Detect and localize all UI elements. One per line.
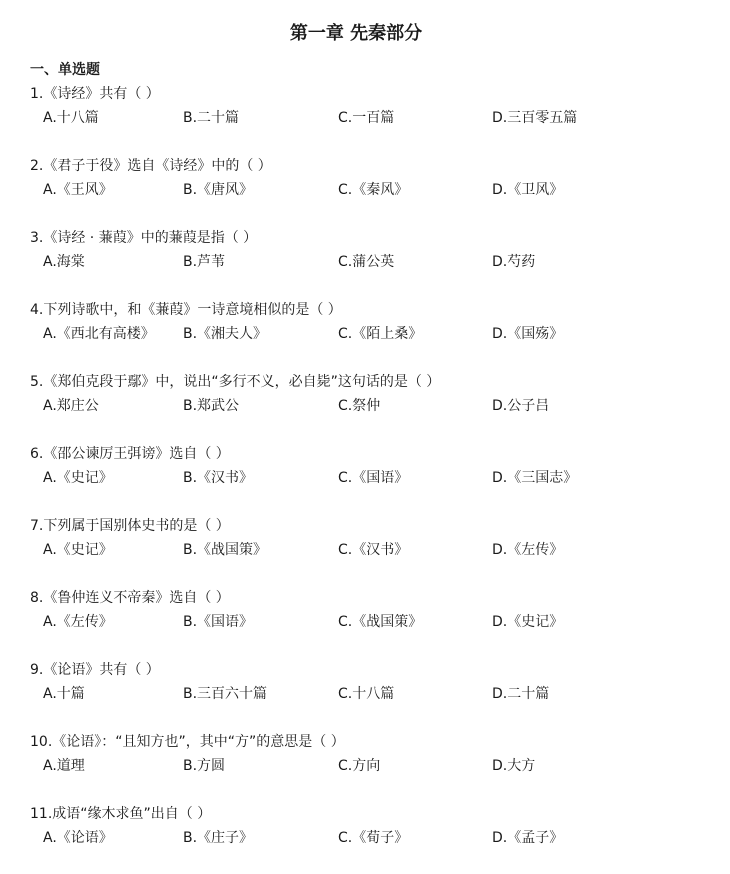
option-d: D.《国殇》 <box>492 326 564 342</box>
option-b: B.《汉书》 <box>183 470 254 486</box>
question-item <box>30 82 720 154</box>
option-a: A.《史记》 <box>43 542 113 558</box>
option-a: A.十八篇 <box>43 110 99 126</box>
question-stem: 6.《邵公谏厉王弭谤》选自（ ） <box>30 446 230 462</box>
option-a: A.十篇 <box>43 686 85 702</box>
question-stem: 8.《鲁仲连义不帝秦》选自（ ） <box>30 590 230 606</box>
option-d: D.《卫风》 <box>492 182 564 198</box>
option-b: B.二十篇 <box>183 110 240 126</box>
option-b: B.《湘夫人》 <box>183 326 268 342</box>
option-row <box>30 466 720 490</box>
option-b: B.郑武公 <box>183 398 240 414</box>
question-stem: 7.下列属于国别体史书的是（ ） <box>30 518 230 534</box>
option-d: D.大方 <box>492 758 536 774</box>
question-stem: 1.《诗经》共有（ ） <box>30 86 160 102</box>
question-stem: 10.《论语》：“且知方也”，其中“方”的意思是（ ） <box>30 734 345 750</box>
option-row <box>30 826 720 850</box>
option-b: B.芦苇 <box>183 254 226 270</box>
option-c: C.《秦风》 <box>338 182 409 198</box>
option-c: C.《战国策》 <box>338 614 423 630</box>
option-c: C.方向 <box>338 758 381 774</box>
option-row <box>30 322 720 346</box>
option-d: D.《左传》 <box>492 542 564 558</box>
question-item <box>30 802 720 874</box>
question-stem: 3.《诗经 · 蒹葭》中的蒹葭是指（ ） <box>30 230 258 246</box>
option-d: D.二十篇 <box>492 686 550 702</box>
option-c: C.一百篇 <box>338 110 395 126</box>
option-a: A.《论语》 <box>43 830 113 846</box>
option-d: D.《三国志》 <box>492 470 578 486</box>
option-a: A.《左传》 <box>43 614 113 630</box>
option-b: B.三百六十篇 <box>183 686 268 702</box>
question-item <box>30 514 720 586</box>
question-item <box>30 226 720 298</box>
option-a: A.海棠 <box>43 254 85 270</box>
option-c: C.蒲公英 <box>338 254 395 270</box>
option-c: C.《国语》 <box>338 470 409 486</box>
option-row <box>30 178 720 202</box>
option-c: C.十八篇 <box>338 686 395 702</box>
question-list <box>30 82 720 874</box>
option-a: A.《王风》 <box>43 182 113 198</box>
option-a: A.《西北有高楼》 <box>43 326 155 342</box>
option-b: B.《战国策》 <box>183 542 268 558</box>
question-stem: 11.成语“缘木求鱼”出自（ ） <box>30 806 212 822</box>
option-a: A.道理 <box>43 758 85 774</box>
question-item <box>30 730 720 802</box>
option-d: D.公子吕 <box>492 398 550 414</box>
chapter-title: 第一章 先秦部分 <box>289 23 423 44</box>
option-row <box>30 394 720 418</box>
option-d: D.《史记》 <box>492 614 564 630</box>
option-d: D.三百零五篇 <box>492 110 578 126</box>
question-stem: 5.《郑伯克段于鄢》中，说出“多行不义，必自毙”这句话的是（ ） <box>30 374 441 390</box>
option-c: C.《陌上桑》 <box>338 326 423 342</box>
option-b: B.《庄子》 <box>183 830 254 846</box>
option-row <box>30 754 720 778</box>
option-a: A.郑庄公 <box>43 398 99 414</box>
question-item <box>30 370 720 442</box>
question-item <box>30 442 720 514</box>
option-b: B.《国语》 <box>183 614 254 630</box>
option-b: B.方圆 <box>183 758 226 774</box>
option-row <box>30 682 720 706</box>
option-row <box>30 538 720 562</box>
option-row <box>30 106 720 130</box>
option-d: D.芍药 <box>492 254 536 270</box>
question-stem: 9.《论语》共有（ ） <box>30 662 160 678</box>
question-item <box>30 154 720 226</box>
question-item <box>30 586 720 658</box>
question-item <box>30 658 720 730</box>
option-row <box>30 610 720 634</box>
option-d: D.《孟子》 <box>492 830 564 846</box>
option-c: C.祭仲 <box>338 398 381 414</box>
option-c: C.《汉书》 <box>338 542 409 558</box>
option-a: A.《史记》 <box>43 470 113 486</box>
question-item <box>30 298 720 370</box>
option-row <box>30 250 720 274</box>
question-stem: 2.《君子于役》选自《诗经》中的（ ） <box>30 158 272 174</box>
option-b: B.《唐风》 <box>183 182 254 198</box>
option-c: C.《荀子》 <box>338 830 409 846</box>
section-heading: 一、单选题 <box>30 62 100 78</box>
question-stem: 4.下列诗歌中，和《蒹葭》一诗意境相似的是（ ） <box>30 302 342 318</box>
